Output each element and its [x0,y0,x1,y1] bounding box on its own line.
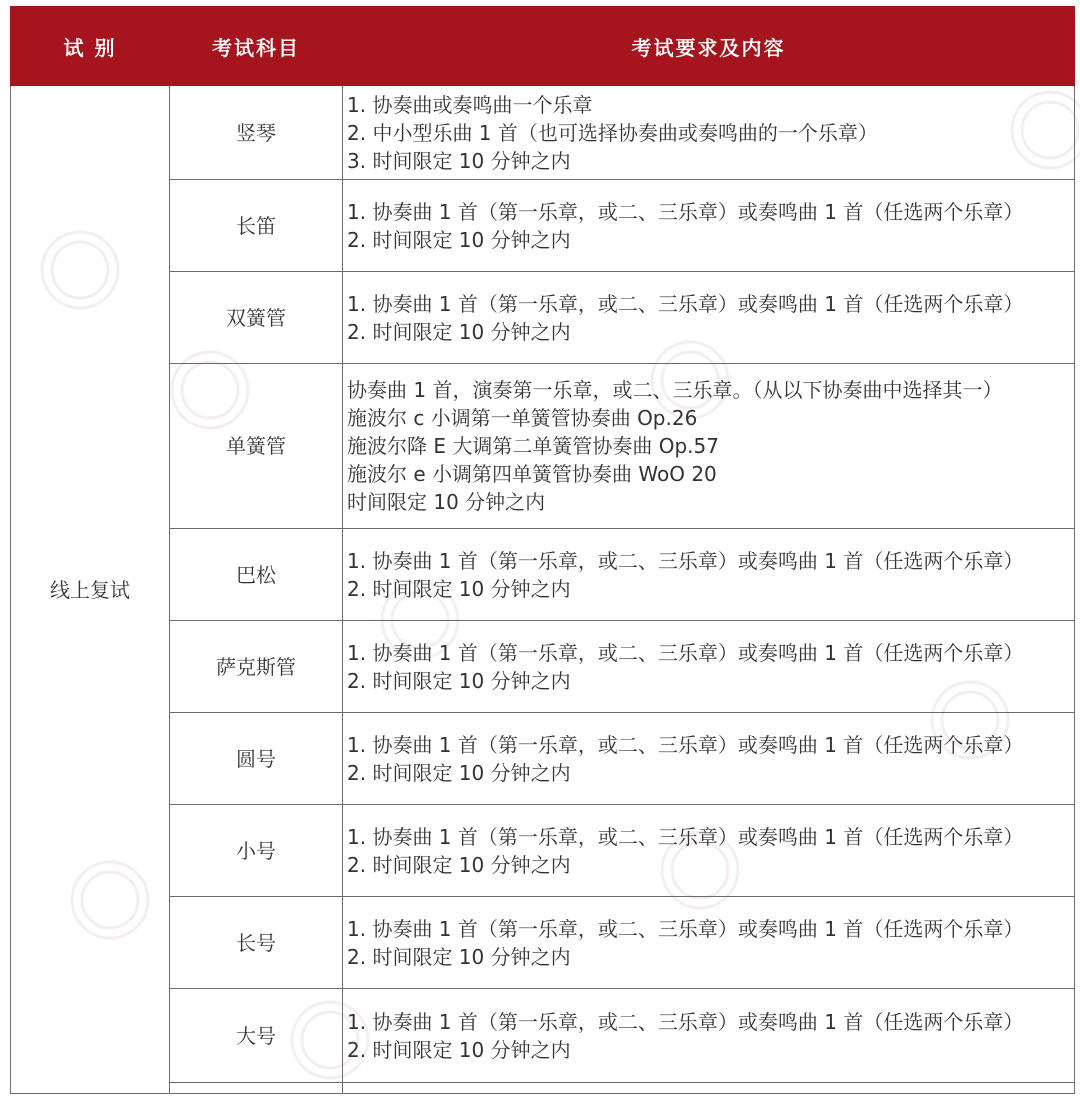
requirement-line: 2. 中小型乐曲 1 首（也可选择协奏曲或奏鸣曲的一个乐章） [347,120,878,145]
header-subject: 考试科目 [170,7,343,86]
requirements-cell [343,989,1075,1083]
header-requirements: 考试要求及内容 [343,7,1075,86]
requirement-line: 1. 协奏曲 1 首（第一乐章，或二、三乐章）或奏鸣曲 1 首（任选两个乐章） [347,732,1024,757]
requirement-line: 2. 时间限定 10 分钟之内 [347,944,571,969]
requirements-cell [343,272,1075,364]
requirement-line: 2. 时间限定 10 分钟之内 [347,227,571,252]
requirement-line: 施波尔 c 小调第一单簧管协奏曲 Op.26 [347,406,698,430]
requirement-line: 施波尔 e 小调第四单簧管协奏曲 WoO 20 [347,462,717,486]
table-header-row [11,7,1075,86]
subject-cell: 小号 [170,805,343,897]
requirement-line: 2. 时间限定 10 分钟之内 [347,852,571,877]
requirements-cell [343,713,1075,805]
table-row [11,529,1075,621]
requirements-cell [343,180,1075,272]
requirements-cell [343,1083,1075,1094]
requirement-line: 2. 时间限定 10 分钟之内 [347,668,571,693]
subject-cell: 长笛 [170,180,343,272]
requirement-line: 2. 时间限定 10 分钟之内 [347,576,571,601]
requirement-line: 时间限定 10 分钟之内 [347,490,546,514]
subject-cell [170,1083,343,1094]
requirements-cell [343,621,1075,713]
requirement-line: 2. 时间限定 10 分钟之内 [347,1037,571,1062]
table-row [11,621,1075,713]
table-row [11,1083,1075,1094]
subject-cell: 萨克斯管 [170,621,343,713]
subject-cell: 长号 [170,897,343,989]
requirements-cell [343,529,1075,621]
subject-cell: 竖琴 [170,86,343,180]
table-row [11,180,1075,272]
table-row [11,805,1075,897]
requirement-line: 协奏曲 1 首，演奏第一乐章，或二、三乐章。（从以下协奏曲中选择其一） [347,378,1003,402]
table-row [11,364,1075,529]
subject-cell: 单簧管 [170,364,343,529]
requirement-line: 1. 协奏曲 1 首（第一乐章，或二、三乐章）或奏鸣曲 1 首（任选两个乐章） [347,291,1024,316]
requirement-line: 2. 时间限定 10 分钟之内 [347,319,571,344]
exam-requirements-table [10,6,1075,1094]
requirement-line: 3. 时间限定 10 分钟之内 [347,148,571,173]
subject-cell: 圆号 [170,713,343,805]
subject-cell: 巴松 [170,529,343,621]
requirements-cell [343,86,1075,180]
table-row [11,897,1075,989]
header-category: 试 别 [11,7,170,86]
table-row [11,713,1075,805]
requirement-line: 1. 协奏曲或奏鸣曲一个乐章 [347,92,593,117]
requirements-cell [343,805,1075,897]
table-row [11,989,1075,1083]
requirement-line: 1. 协奏曲 1 首（第一乐章，或二、三乐章）或奏鸣曲 1 首（任选两个乐章） [347,1009,1024,1034]
requirement-line: 施波尔降 E 大调第二单簧管协奏曲 Op.57 [347,434,719,458]
requirements-cell [343,364,1075,529]
subject-cell: 大号 [170,989,343,1083]
requirement-line: 1. 协奏曲 1 首（第一乐章，或二、三乐章）或奏鸣曲 1 首（任选两个乐章） [347,824,1024,849]
requirement-line: 1. 协奏曲 1 首（第一乐章，或二、三乐章）或奏鸣曲 1 首（任选两个乐章） [347,916,1024,941]
requirements-cell [343,897,1075,989]
category-cell: 线上复试 [11,86,170,1094]
requirement-line: 1. 协奏曲 1 首（第一乐章，或二、三乐章）或奏鸣曲 1 首（任选两个乐章） [347,199,1024,224]
table-row [11,86,1075,180]
requirement-line: 2. 时间限定 10 分钟之内 [347,760,571,785]
subject-cell: 双簧管 [170,272,343,364]
requirement-line: 1. 协奏曲 1 首（第一乐章，或二、三乐章）或奏鸣曲 1 首（任选两个乐章） [347,640,1024,665]
requirement-line: 1. 协奏曲 1 首（第一乐章，或二、三乐章）或奏鸣曲 1 首（任选两个乐章） [347,548,1024,573]
table-row [11,272,1075,364]
